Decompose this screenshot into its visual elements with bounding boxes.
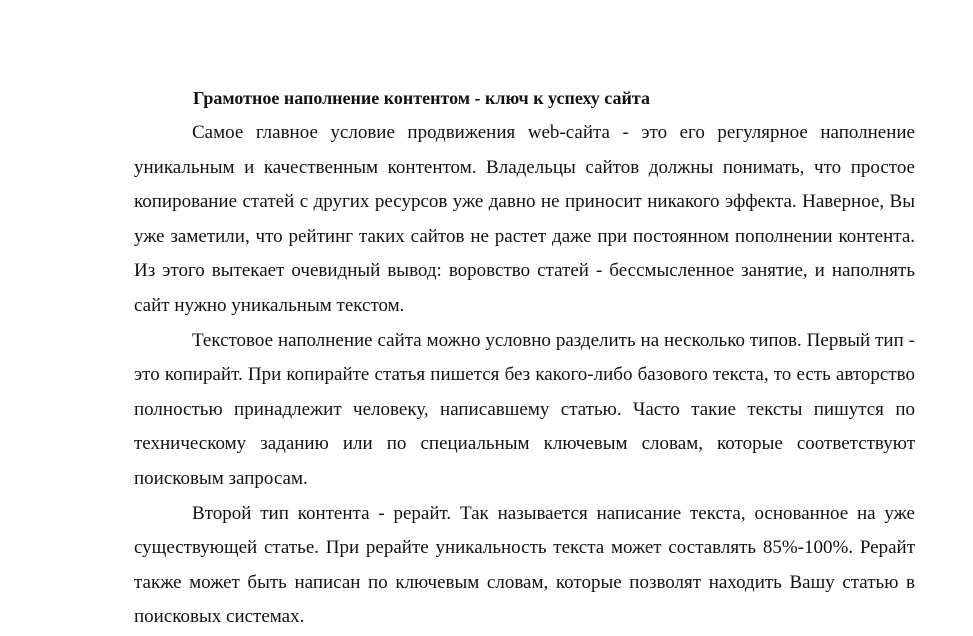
paragraph-3: Второй тип контента - рерайт. Так называется написание текста, основанное на уже существующей статье. При рерайте уникальность текста может составлять 85%-100%. Рерайт также может быть написан по ключевым словам, которые позволят находить Вашу статью в поисковых системах. bbox=[134, 502, 915, 628]
document-body bbox=[134, 116, 915, 635]
paragraph-2: Текстовое наполнение сайта можно условно разделить на несколько типов. Первый тип - это копирайт. При копирайте статья пишется без какого-либо базового текста, то есть авторство полностью принадлежит человеку, написавшему статью. Часто такие тексты пишутся по техническому заданию или по специальным ключевым словам, которые соответствуют поисковым запросам. bbox=[134, 329, 915, 489]
document-title: Грамотное наполнение контентом - ключ к успеху сайта bbox=[193, 88, 650, 108]
paragraph-1: Самое главное условие продвижения web-сайта - это его регулярное наполнение уникальным и качественным контентом. Владельцы сайтов должны понимать, что простое копирование статей с других ресурсов уже давно не приносит никакого эффекта. Наверное, Вы уже заметили, что рейтинг таких сайтов не растет даже при постоянном пополнении контента. Из этого вытекает очевидный вывод: воровство статей - бессмысленное занятие, и наполнять сайт нужно уникальным текстом. bbox=[134, 122, 915, 316]
